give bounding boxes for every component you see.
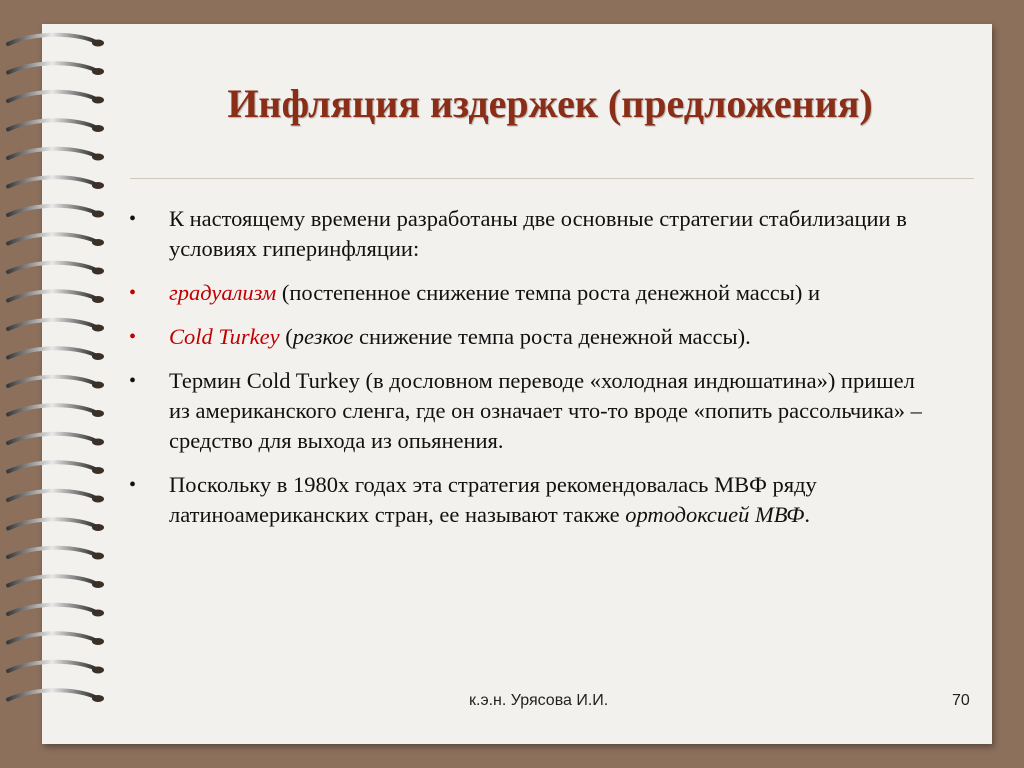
spiral-ring — [8, 177, 96, 186]
spiral-ring — [8, 662, 96, 671]
spiral-hole — [92, 496, 104, 503]
spiral-ring — [8, 320, 96, 329]
bullet-term: Cold Turkey — [169, 324, 280, 349]
spiral-ring — [8, 690, 96, 699]
spiral-ring — [8, 377, 96, 386]
spiral-hole — [92, 182, 104, 189]
spiral-ring — [8, 434, 96, 443]
spiral-hole — [92, 97, 104, 104]
spiral-hole — [92, 382, 104, 389]
spiral-hole — [92, 581, 104, 588]
spiral-hole — [92, 353, 104, 360]
spiral-ring — [8, 206, 96, 215]
spiral-hole — [92, 553, 104, 560]
slide-footer-author: к.э.н. Урясова И.И. — [469, 692, 609, 709]
spiral-hole — [92, 524, 104, 531]
spiral-hole — [92, 154, 104, 161]
spiral-ring — [8, 548, 96, 557]
bullet-emphasis: резкое — [292, 324, 354, 349]
slide-title: Инфляция издержек (предложения) — [227, 81, 873, 126]
spiral-hole — [92, 638, 104, 645]
bullet-text: Термин Cold Turkey (в дословном переводе «холодная индюшатина») пришел из американского сленга, где он означает что-то вроде «попить рассольчика» – средство для выхода из опьянения. — [169, 368, 922, 453]
spiral-hole — [92, 610, 104, 617]
spiral-ring — [8, 491, 96, 500]
bullet-item — [125, 278, 940, 308]
spiral-ring — [8, 234, 96, 243]
spiral-ring — [8, 633, 96, 642]
spiral-hole — [92, 667, 104, 674]
spiral-hole — [92, 268, 104, 275]
bullet-item — [125, 204, 940, 264]
bullet-item — [125, 470, 940, 530]
spiral-hole — [92, 467, 104, 474]
spiral-hole — [92, 239, 104, 246]
spiral-hole — [92, 68, 104, 75]
spiral-ring — [8, 519, 96, 528]
spiral-ring — [8, 291, 96, 300]
bullet-text: К настоящему времени разработаны две основные стратегии стабилизации в условиях гиперинфляции: — [169, 206, 907, 261]
spiral-hole — [92, 211, 104, 218]
spiral-hole — [92, 40, 104, 47]
bullet-text: Поскольку в 1980х годах эта стратегия рекомендовалась МВФ ряду латиноамериканских стран, ее называют также — [169, 472, 817, 527]
spiral-ring — [8, 120, 96, 129]
bullet-item — [125, 366, 940, 456]
spiral-ring — [8, 605, 96, 614]
bullet-dot-icon: • — [129, 370, 137, 392]
bullet-text: . — [804, 502, 810, 527]
spiral-ring — [8, 576, 96, 585]
spiral-hole — [92, 296, 104, 303]
spiral-hole — [92, 695, 104, 702]
spiral-ring — [8, 348, 96, 357]
bullet-dot-icon: • — [129, 208, 137, 230]
bullet-list — [125, 204, 940, 544]
notebook-spiral-icon — [0, 0, 120, 768]
spiral-ring — [8, 63, 96, 72]
bullet-term: градуализм — [169, 280, 277, 305]
bullet-dot-icon: • — [129, 326, 137, 348]
bullet-item — [125, 322, 940, 352]
bullet-emphasis: ортодоксией МВФ — [625, 502, 805, 527]
spiral-ring — [8, 405, 96, 414]
title-divider — [130, 178, 974, 179]
spiral-hole — [92, 125, 104, 132]
slide-page-number: 70 — [952, 692, 970, 709]
bullet-dot-icon: • — [129, 474, 137, 496]
bullet-text: (постепенное снижение темпа роста денежной массы) и — [276, 280, 821, 305]
spiral-hole — [92, 325, 104, 332]
spiral-ring — [8, 35, 96, 44]
spiral-ring — [8, 263, 96, 272]
bullet-text: ( — [279, 324, 293, 349]
bullet-dot-icon: • — [129, 282, 137, 304]
spiral-hole — [92, 410, 104, 417]
spiral-ring — [8, 149, 96, 158]
spiral-ring — [8, 462, 96, 471]
spiral-hole — [92, 439, 104, 446]
bullet-text: снижение темпа роста денежной массы). — [353, 324, 751, 349]
spiral-ring — [8, 92, 96, 101]
